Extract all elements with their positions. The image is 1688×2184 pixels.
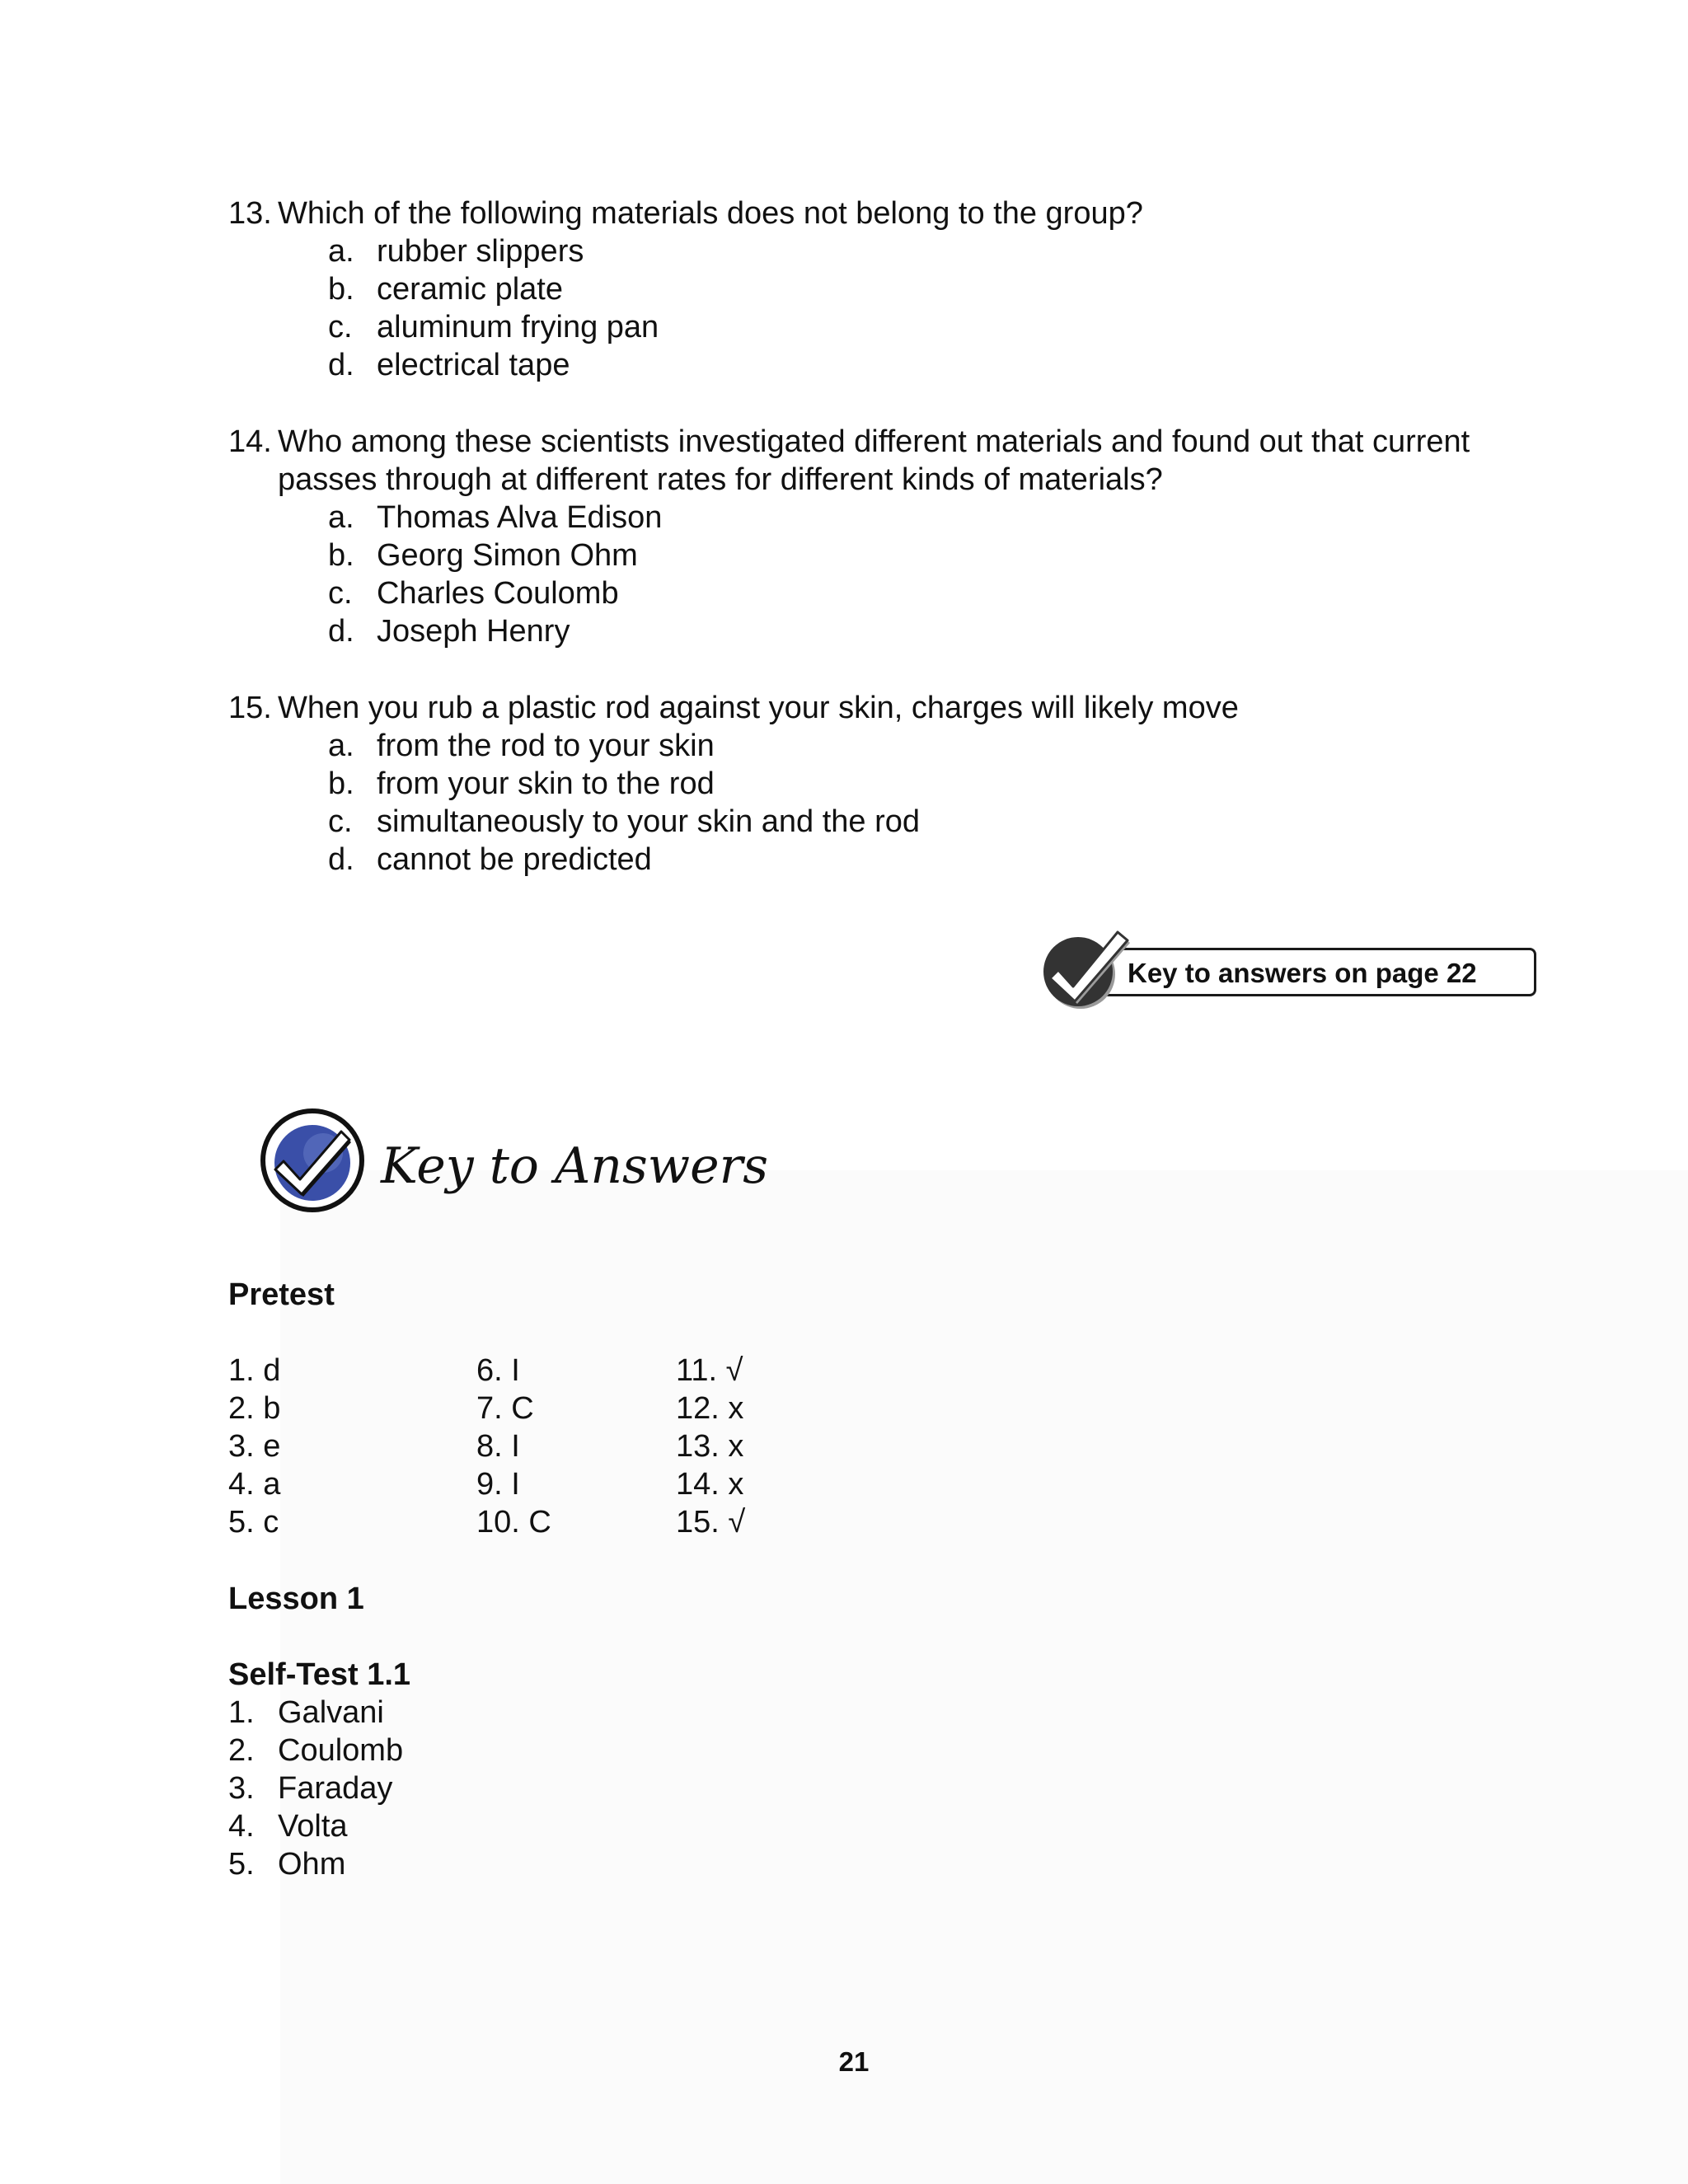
question-number: 15.: [228, 691, 272, 725]
option-letter: c.: [328, 804, 353, 839]
lesson-heading: Lesson 1: [228, 1582, 364, 1616]
key-to-answers-callout: [1042, 919, 1543, 1014]
answer-item: 10. C: [476, 1505, 551, 1540]
option-letter: a.: [328, 729, 354, 763]
item-number: 1.: [228, 1695, 255, 1730]
pretest-column-2: [476, 1352, 551, 1541]
option-item: [328, 537, 1514, 574]
option-item: [328, 270, 1514, 308]
option-item: [328, 346, 1514, 384]
option-letter: c.: [328, 310, 353, 344]
answer-item: 3. e: [228, 1429, 281, 1464]
option-letter: b.: [328, 766, 354, 801]
option-text: from the rod to your skin: [377, 729, 715, 763]
list-item: [228, 1769, 403, 1807]
answer-item: 1. d: [228, 1353, 281, 1388]
option-item: [328, 803, 1514, 841]
option-item: [328, 232, 1514, 270]
list-item: [228, 1732, 403, 1769]
option-text: cannot be predicted: [377, 842, 652, 877]
list-item: [228, 1694, 403, 1732]
pretest-column-1: [228, 1352, 280, 1541]
answer-item: 14. x: [676, 1467, 744, 1502]
answer-item: 5. c: [228, 1505, 279, 1540]
answer-item: 6. I: [476, 1353, 520, 1388]
item-text: Faraday: [278, 1771, 393, 1806]
question-number: 14.: [228, 424, 272, 459]
checkmark-icon: [1042, 919, 1132, 1014]
pretest-column-3: [676, 1352, 745, 1541]
callout-text: Key to answers on page 22: [1128, 958, 1477, 988]
option-item: [328, 612, 1514, 650]
answer-item: 2. b: [228, 1391, 281, 1426]
option-text: from your skin to the rod: [377, 766, 715, 801]
option-text: electrical tape: [377, 348, 570, 382]
list-item: [228, 1845, 403, 1883]
answer-item: 15. √: [676, 1505, 746, 1540]
item-number: 2.: [228, 1733, 255, 1768]
option-text: Georg Simon Ohm: [377, 538, 638, 573]
key-to-answers-heading: Key to Answers: [381, 1137, 769, 1195]
list-item: [228, 1807, 403, 1845]
item-number: 5.: [228, 1847, 255, 1882]
question-text: Which of the following materials does not belong to the group?: [278, 196, 1143, 231]
option-text: ceramic plate: [377, 272, 563, 307]
item-text: Volta: [278, 1809, 348, 1844]
question-15: [228, 689, 1514, 879]
option-text: Charles Coulomb: [377, 576, 619, 611]
options-list: [328, 232, 1514, 384]
option-letter: b.: [328, 272, 354, 307]
option-item: [328, 841, 1514, 879]
answer-item: 7. C: [476, 1391, 534, 1426]
question-13: [228, 194, 1514, 384]
answer-item: 12. x: [676, 1391, 744, 1426]
option-letter: d.: [328, 348, 354, 382]
pretest-heading: Pretest: [228, 1277, 335, 1312]
question-text: When you rub a plastic rod against your skin, charges will likely move: [278, 691, 1239, 725]
option-letter: d.: [328, 842, 354, 877]
answer-item: 11. √: [676, 1353, 743, 1388]
option-item: [328, 727, 1514, 765]
item-number: 4.: [228, 1809, 255, 1844]
option-item: [328, 308, 1514, 346]
item-number: 3.: [228, 1771, 255, 1806]
option-letter: b.: [328, 538, 354, 573]
self-test-answers: [228, 1694, 403, 1883]
option-item: [328, 574, 1514, 612]
self-test-heading: Self-Test 1.1: [228, 1657, 411, 1692]
answer-item: 9. I: [476, 1467, 520, 1502]
option-item: [328, 499, 1514, 537]
checkmark-circle-icon: [259, 1107, 366, 1214]
answer-item: 8. I: [476, 1429, 520, 1464]
option-letter: a.: [328, 234, 354, 269]
option-letter: c.: [328, 576, 353, 611]
question-text: Who among these scientists investigated different materials and found out that current passes through at different rates for different kinds of materials?: [278, 424, 1470, 497]
options-list: [328, 727, 1514, 879]
option-letter: a.: [328, 500, 354, 535]
page-number: 21: [838, 2046, 870, 2077]
item-text: Galvani: [278, 1695, 384, 1730]
question-14: [228, 423, 1514, 650]
answer-item: 4. a: [228, 1467, 281, 1502]
option-text: rubber slippers: [377, 234, 584, 269]
options-list: [328, 499, 1514, 650]
option-text: Thomas Alva Edison: [377, 500, 663, 535]
page-shading: [280, 1170, 1688, 2184]
option-text: aluminum frying pan: [377, 310, 659, 344]
item-text: Coulomb: [278, 1733, 404, 1768]
item-text: Ohm: [278, 1847, 346, 1882]
option-letter: d.: [328, 614, 354, 649]
option-text: Joseph Henry: [377, 614, 570, 649]
question-number: 13.: [228, 196, 272, 231]
option-item: [328, 765, 1514, 803]
answer-item: 13. x: [676, 1429, 744, 1464]
option-text: simultaneously to your skin and the rod: [377, 804, 921, 839]
